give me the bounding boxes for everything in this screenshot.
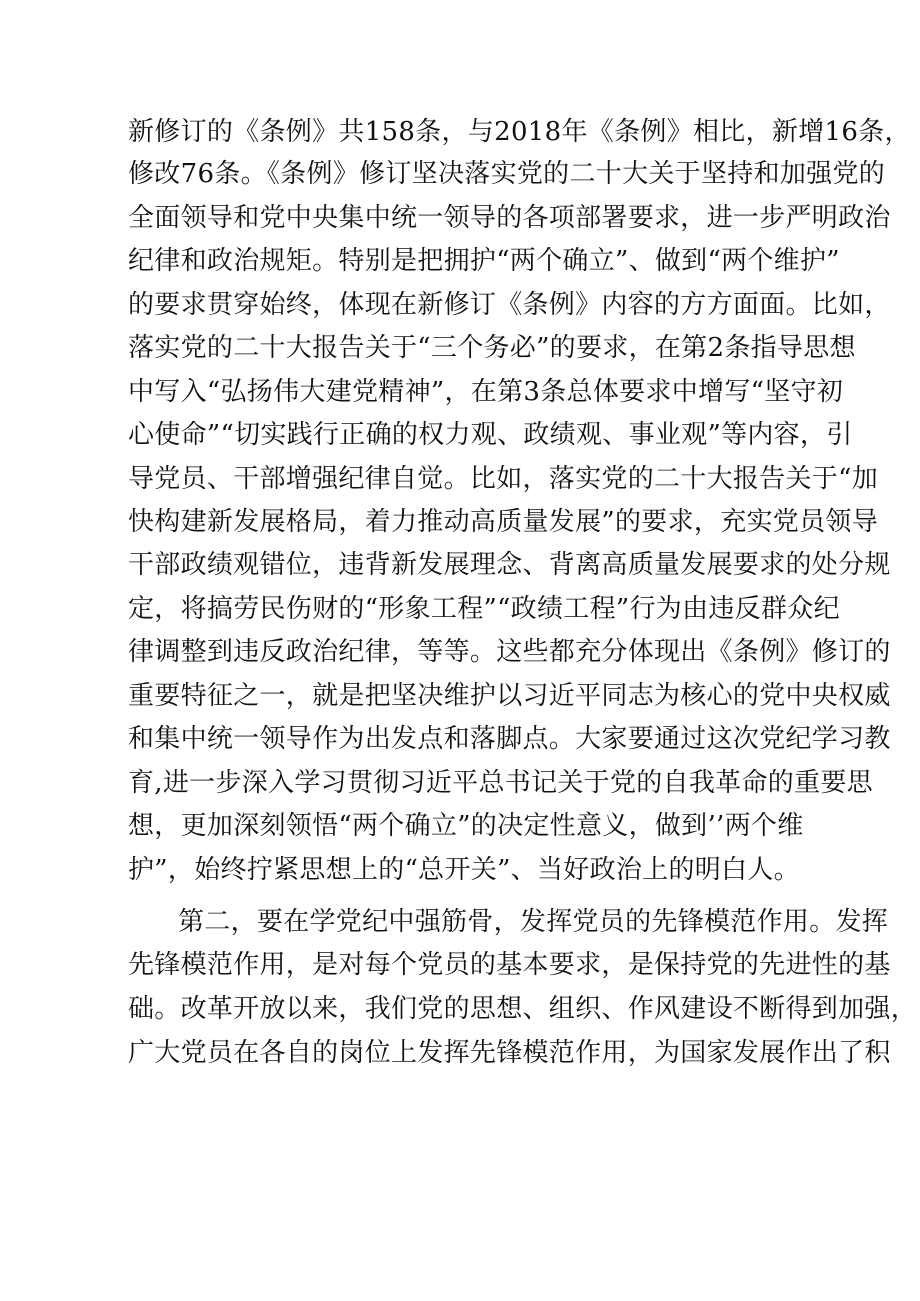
text-line: 定，将搞劳民伤财的“形象工程”“政绩工程”行为由违反群众纪 [128,594,840,624]
text-line: 导党员、干部增强纪律自觉。比如，落实党的二十大报告关于“加 [128,464,878,494]
text-line: 重要特征之一，就是把坚决维护以习近平同志为核心的党中央权威 [128,681,891,711]
text-line: 纪律和政治规矩。特别是把拥护“两个确立”、做到“两个维护” [128,246,840,276]
text-line: 础。改革开放以来，我们党的思想、组织、作风建设不断得到加强， [128,994,918,1024]
text-line: 和集中统一领导作为出发点和落脚点。大家要通过这次党纪学习教 [128,724,891,754]
text-line: 落实党的二十大报告关于“三个务必”的要求，在第2条指导思想 [128,333,856,363]
text-line: 先锋模范作用，是对每个党员的基本要求，是保持党的先进性的基 [128,950,891,980]
text-line: 全面领导和党中央集中统一领导的各项部署要求，进一步严明政治 [128,203,891,233]
text-line: 律调整到违反政治纪律，等等。这些都充分体现出《条例》修订的 [128,637,891,667]
text-line: 心使命”“切实践行正确的权力观、政绩观、事业观”等内容，引 [128,420,853,450]
text-line: 想，更加深刻领悟“两个确立”的决定性意义，做到’’两个维 [128,811,804,841]
text-line: 中写入“弘扬伟大建党精神”，在第3条总体要求中增写“坚守初 [128,377,844,407]
text-line: 护”，始终拧紧思想上的“总开关”、当好政治上的明白人。 [128,855,800,885]
text-line: 快构建新发展格局，着力推动高质量发展”的要求，充实党员领导 [128,507,878,537]
text-line: 干部政绩观错位，违背新发展理念、背离高质量发展要求的处分规 [128,550,891,580]
text-line: 新修订的《条例》共158条，与2018年《条例》相比，新增16条， [128,117,911,147]
text-line: 广大党员在各自的岗位上发挥先锋模范作用，为国家发展作出了积 [128,1038,891,1068]
text-line: 的要求贯穿始终，体现在新修订《条例》内容的方方面面。比如， [128,290,891,320]
text-line: 修改76条。《条例》修订坚决落实党的二十大关于坚持和加强党的 [128,159,886,189]
text-line: 育,进一步深入学习贯彻习近平总书记关于党的自我革命的重要思 [128,768,873,798]
paragraph-first-line: 第二，要在学党纪中强筋骨，发挥党员的先锋模范作用。发挥 [178,907,889,937]
